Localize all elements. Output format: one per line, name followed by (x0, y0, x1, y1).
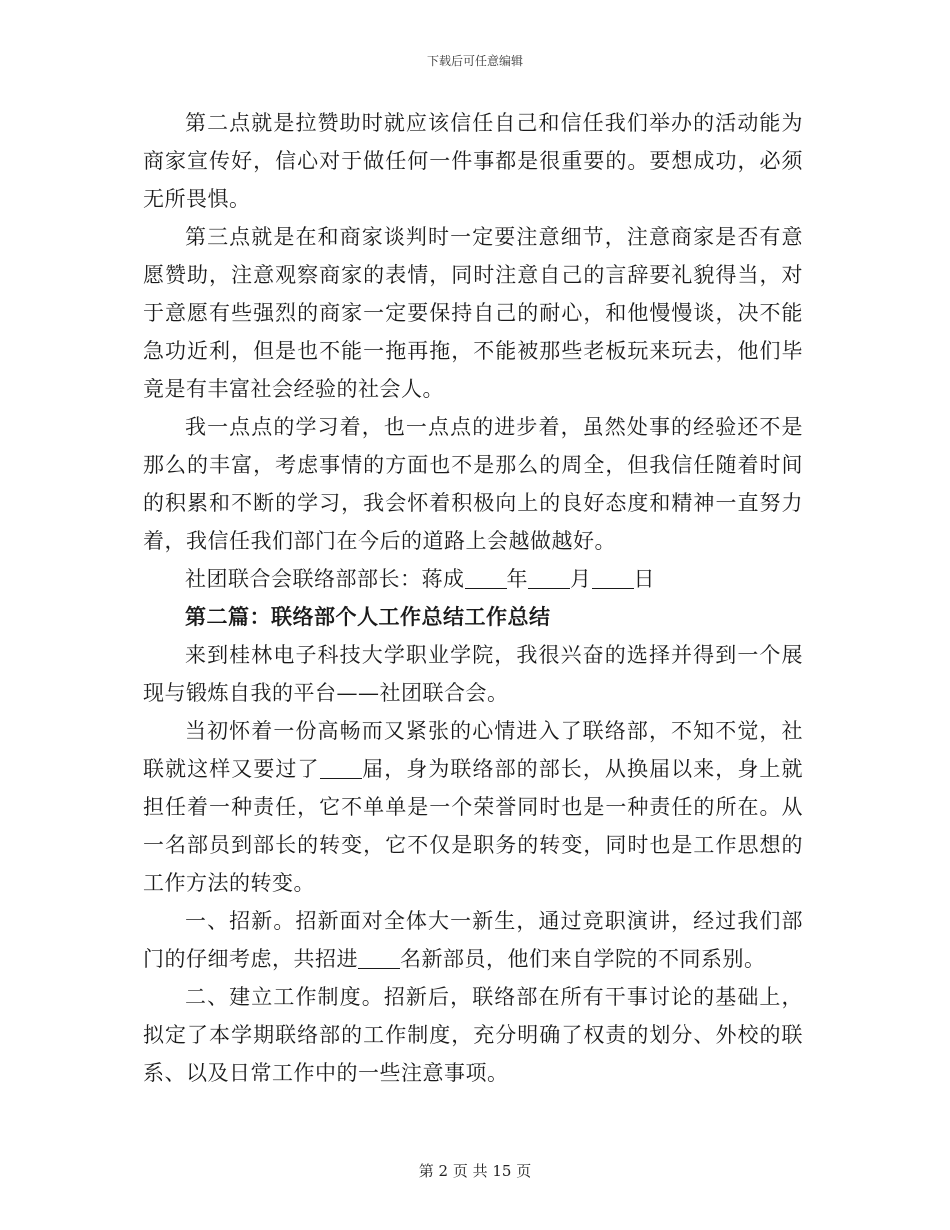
paragraph-sponsorship-confidence: 第二点就是拉赞助时就应该信任自己和信任我们举办的活动能为商家宣传好，信心对于做任何一件事都是很重要的。要想成功，必须无所畏惧。 (143, 111, 803, 211)
blank-day (592, 568, 634, 589)
paragraph-work-system: 二、建立工作制度。招新后，联络部在所有干事讨论的基础上，拟定了本学期联络部的工作制度，充分明确了权责的划分、外校的联系、以及日常工作中的一些注意事项。 (143, 985, 803, 1085)
signature-line (143, 560, 803, 598)
recruit-text-before: 一、招新。招新面对全体大一新生，通过竞职演讲，经过我们部门的仔细考虑，共招进 (143, 909, 803, 971)
paragraph-role-transition (143, 712, 803, 902)
blank-month (528, 568, 570, 589)
paragraph-arrival: 来到桂林电子科技大学职业学院，我很兴奋的选择并得到一个展现与锻炼自我的平台——社团联合会。 (143, 643, 803, 705)
blank-year (465, 568, 507, 589)
signature-month: 月 (570, 567, 592, 591)
role-text-after: 届，身为联络部的部长，从换届以来，身上就担任着一种责任，它不单单是一个荣誉同时也是一种责任的所在。从一名部员到部长的转变，它不仅是职务的转变，同时也是工作思想的工作方法的转变。 (143, 757, 804, 895)
page-footer: 第 2 页 共 15 页 (418, 1162, 532, 1180)
page-header: 下载后可任意编辑 (426, 54, 523, 68)
blank-term (320, 758, 362, 779)
role-text-before: 当初怀着一份高畅而又紧张的心情进入了联络部，不知不觉，社联就这样又要过了 (143, 719, 803, 781)
section-heading: 第二篇：联络部个人工作总结工作总结 (185, 604, 551, 629)
blank-member-count (358, 948, 400, 969)
recruit-text-after: 名新部员，他们来自学院的不同系别。 (400, 947, 766, 971)
signature-year: 年 (506, 567, 528, 591)
signature-day: 日 (633, 567, 655, 591)
paragraph-negotiation-details: 第三点就是在和商家谈判时一定要注意细节，注意商家是否有意愿赞助，注意观察商家的表情，同时注意自己的言辞要礼貌得当，对于意愿有些强烈的商家一定要保持自己的耐心，和他慢慢谈，决不能急功近利，但是也不能一拖再拖，不能被那些老板玩来玩去，他们毕竟是有丰富社会经验的社会人。 (143, 225, 803, 401)
document-body (143, 104, 803, 1092)
paragraph-recruitment (143, 902, 803, 978)
paragraph-learning-progress: 我一点点的学习着，也一点点的进步着，虽然处事的经验还不是那么的丰富，考虑事情的方面也不是那么的周全，但我信任随着时间的积累和不断的学习，我会怀着积极向上的良好态度和精神一直努力着，我信任我们部门在今后的道路上会越做越好。 (143, 415, 803, 553)
signature-prefix: 社团联合会联络部部长：蒋成 (185, 567, 465, 591)
